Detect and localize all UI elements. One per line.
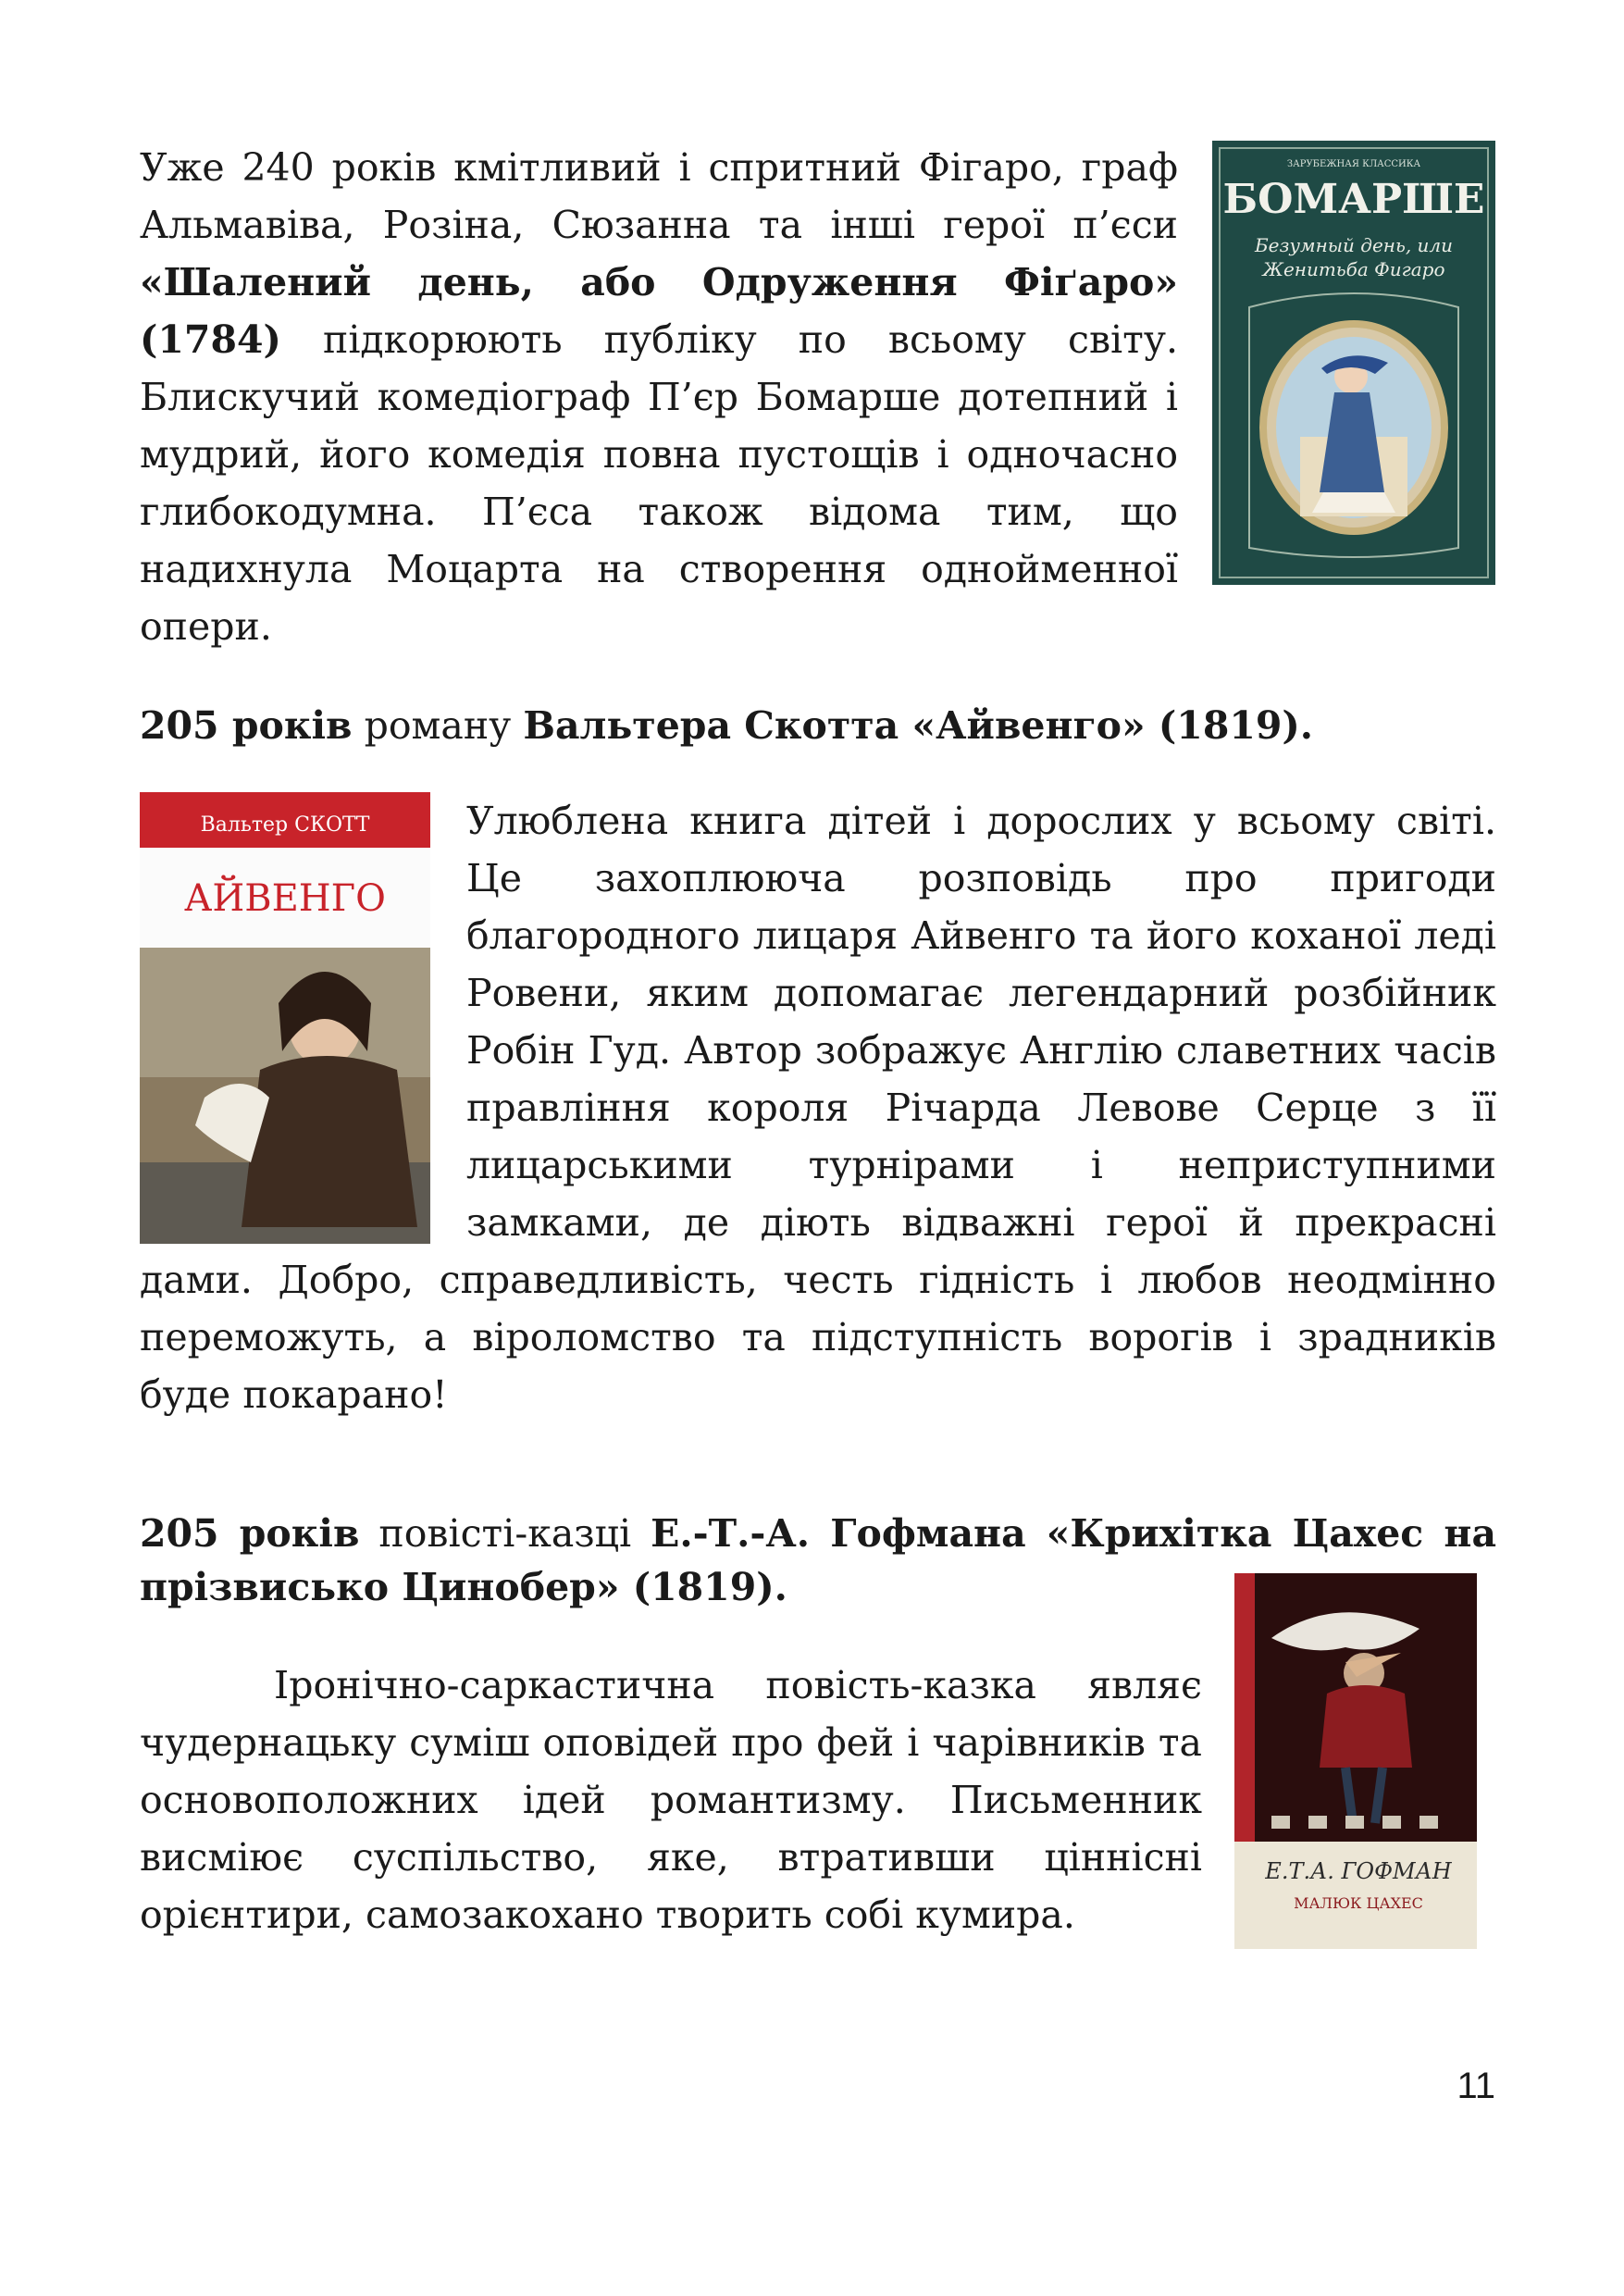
hoffmann-heading-text: повісті-казці	[359, 1511, 651, 1556]
hoffmann-text: Іронічно-саркастична повість-казка являє чудернацьку суміш оповідей про фей і чарівників та основоположних ідей романтизму. Письменник висміює суспільство, яке, втративши ціннісні орієнтири, самозакохано творить собі кумира.	[140, 1663, 1202, 1937]
hoffmann-book-cover	[1234, 1573, 1477, 1949]
beaumarchais-book-cover	[1212, 141, 1495, 585]
ivanhoe-heading-text: роману	[352, 703, 524, 748]
cover3-author: Е.Т.А. ГОФМАН	[1265, 1858, 1452, 1884]
ivanhoe-heading	[140, 699, 1500, 752]
ivanhoe-heading-title: Вальтера Скотта «Айвенго» (1819).	[523, 703, 1314, 748]
cover1-title-line1: Безумный день, или	[1254, 234, 1454, 256]
cover2-author: Вальтер СКОТТ	[200, 813, 370, 837]
hoffmann-heading-title: Е.-Т.-А. Гофмана «Крихітка Цахес на прізвисько Цинобер» (1819).	[140, 1511, 1497, 1609]
ivanhoe-text: Улюблена книга дітей і дорослих у всьому світі. Це захоплююча розповідь про пригоди благородного лицаря Айвенго та його коханої леді Ровени, яким допомагає легендарний розбійник Робін Гуд. Автор зображує Англію славетних часів правління короля Річарда Левове Серце з її лицарськими турнірами і неприступними замками, де діють відважні герої й прекрасні дами. Добро, справедливість, честь гідність і любов неодмінно переможуть, а віроломство та підступність ворогів і зрадників буде покарано!	[140, 799, 1496, 1417]
figaro-text-1: Уже 240 років кмітливий і спритний Фігаро, граф Альмавіва, Розіна, Сюзанна та інші герої п’єси	[140, 145, 1178, 247]
cover3-title: МАЛЮК ЦАХЕС	[1294, 1894, 1423, 1912]
page-number: 11	[1457, 2066, 1495, 2106]
figaro-text-2: підкорюють публіку по всьому світу. Блискучий комедіограф П’єр Бомарше дотепний і мудрий, його комедія повна пустощів і одночасно глибокодумна. П’єса також відома тим, що надихнула Моцарта на створення однойменної опери.	[140, 317, 1178, 649]
cover1-series: ЗАРУБЕЖНАЯ КЛАССИКА	[1286, 159, 1421, 169]
ivanhoe-paragraph	[140, 792, 1496, 1423]
figaro-paragraph	[140, 139, 1178, 655]
hoffmann-heading-years: 205 років	[140, 1511, 360, 1556]
ivanhoe-heading-years: 205 років	[140, 703, 353, 748]
cover1-title-line2: Женитьба Фигаро	[1262, 258, 1445, 280]
hoffmann-paragraph	[140, 1657, 1202, 1943]
cover1-author: БОМАРШЕ	[1222, 176, 1485, 223]
cover2-title: АЙВЕНГО	[184, 877, 386, 920]
ivanhoe-cover-spacer	[140, 792, 466, 1246]
figaro-title-bold: «Шалений день, або Одруження Фіґаро» (1784)	[140, 260, 1178, 362]
